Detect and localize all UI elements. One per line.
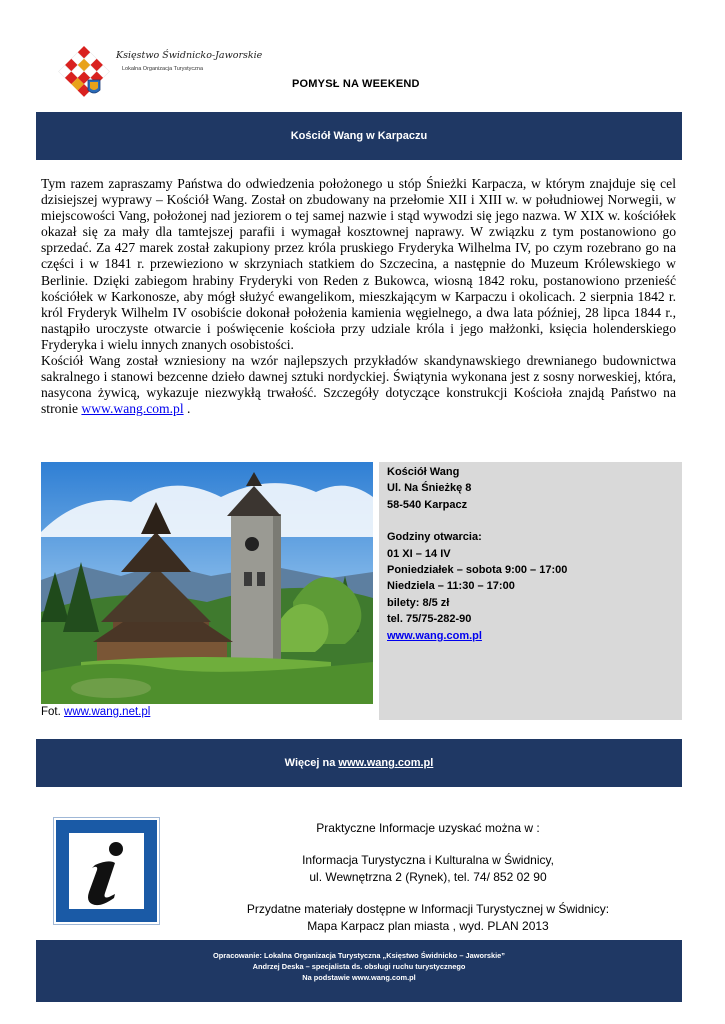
photo-credit-link[interactable]: www.wang.net.pl: [64, 706, 151, 718]
ticket-prices: bilety: 8/5 zł: [387, 596, 450, 609]
logo-subtitle: Lokalna Organizacja Turystyczna: [122, 66, 204, 72]
venue-city: 58-540 Karpacz: [387, 498, 468, 511]
venue-street: Ul. Na Śnieżkę 8: [387, 482, 472, 495]
organization-logo: [52, 40, 263, 104]
paragraph-text: Kościół Wang został wzniesiony na wzór najlepszych przykładów skandynawskiego drewnianego budownictwa sakralnego i stanowi bezcenne dzieło dawnej sztuki nordyckiej. Świątynia wykonana jest z sosny norweskiej, która, nasycona żywicą, wykazuje niezwykłą trwałość. Szczegóły dotyczące konstrukcji Kościoła znajdą Państwo na stronie: [41, 353, 676, 417]
hours-sunday: Niedziela – 11:30 – 17:00: [387, 580, 515, 593]
photo-credit: [41, 706, 150, 718]
more-info-band: [36, 739, 682, 787]
info-office-name: Informacja Turystyczna i Kulturalna w Świdnicy,: [302, 852, 554, 867]
hours-season: 01 XI – 14 IV: [387, 547, 451, 560]
footer-author: Andrzej Deska – specjalista ds. obsługi ruchu turystycznego: [252, 962, 466, 971]
article-paragraph: [41, 353, 676, 417]
contact-info-box: [379, 462, 682, 720]
article-paragraph: Tym razem zapraszamy Państwa do odwiedzenia położonego u stóp Śnieżki Karpacza, w którym znajduje się cel dzisiejszej wyprawy – Kościół Wang. Został on zbudowany na przełomie XII i XIII w. w południowej Norwegii, w miejscowości Vang, położonej nad jeziorem o tej samej nazwie i stąd wywodzi się jego nazwa. W XIX w. kościółek okazał się za mały dla tamtejszej parafii i wymagał kosztownej naprawy. W związku z tym postanowiono go sprzedać. Za 427 marek został zakupiony przez króla pruskiego Fryderyka Wilhelma IV, po czym rozebrano go na części i w 1841 r. przewieziono w skrzyniach statkiem do Szczecina, a następnie do Muzeum Królewskiego w Berlinie. Dzięki zabiegom hrabiny Fryderyki von Reden z Bukowca, wiosną 1842 roku, postanowiono przenieść kościółek w Karkonosze, aby mógł służyć ewangelikom, mieszkającym w Karpaczu i okolicach. 2 sierpnia 1842 r. król Fryderyk Wilhelm IV osobiście dokonał położenia kamienia węgielnego, a dwa lata później, 28 lipca 1844 r., nastąpiło uroczyste otwarcie i poświęcenie kościoła przy udziale króla i jego małżonki, księcia holenderskiego Fryderyka i wielu innych znanych osobistości.: [41, 176, 676, 352]
hours-weekdays: Poniedziałek – sobota 9:00 – 17:00: [387, 564, 568, 577]
tourist-info-sign-icon: [54, 818, 159, 924]
practical-info: [168, 820, 688, 936]
page-title: Kościół Wang w Karpaczu: [290, 130, 428, 142]
hours-heading: Godziny otwarcia:: [387, 531, 482, 544]
venue-name: Kościół Wang: [387, 466, 460, 478]
article-body: [41, 176, 676, 417]
footer: [36, 940, 682, 1002]
info-office-address: ul. Wewnętrzna 2 (Rynek), tel. 74/ 852 02 90: [309, 870, 547, 884]
materials-intro: Przydatne materiały dostępne w Informacji Turystycznej w Świdnicy:: [246, 901, 610, 916]
document-kicker: POMYSŁ NA WEEKEND: [292, 78, 420, 90]
venue-website-link[interactable]: www.wang.com.pl: [387, 629, 482, 642]
more-label: Więcej na: [284, 757, 336, 769]
venue-phone: tel. 75/75-282-90: [387, 613, 472, 626]
website-link[interactable]: www.wang.com.pl: [81, 401, 184, 417]
footer-source: Na podstawie www.wang.com.pl: [302, 973, 416, 982]
checkered-crest-icon: [52, 40, 116, 104]
credit-label: Fot.: [41, 706, 65, 718]
more-info-link[interactable]: www.wang.com.pl: [338, 757, 434, 769]
footer-author-org: Opracowanie: Lokalna Organizacja Turystyczna „Księstwo Świdnicko – Jaworskie”: [213, 951, 505, 960]
church-photo: [41, 462, 373, 704]
logo-title: Księstwo Świdnicko-Jaworskie: [116, 50, 263, 61]
title-band: [36, 112, 682, 160]
materials-map: Mapa Karpacz plan miasta , wyd. PLAN 2013: [307, 919, 549, 933]
practical-intro: Praktyczne Informacje uzyskać można w :: [316, 821, 540, 835]
paragraph-end: .: [183, 401, 191, 417]
